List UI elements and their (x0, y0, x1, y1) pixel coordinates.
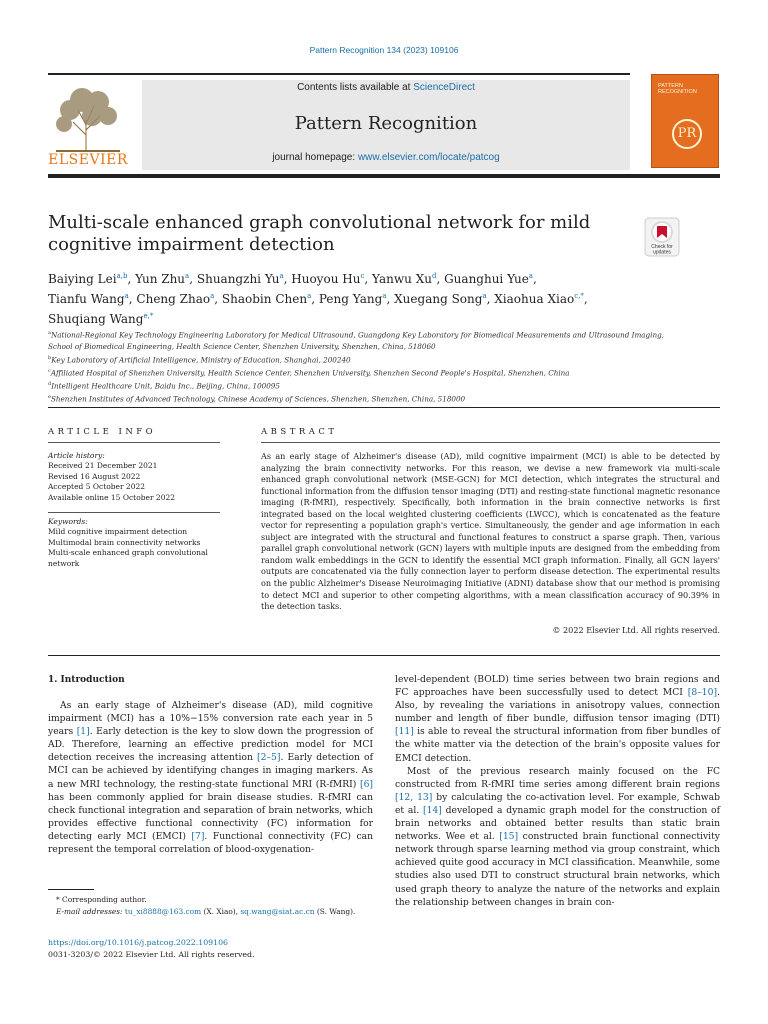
check-for-updates-icon[interactable] (644, 217, 680, 257)
journal-title: Pattern Recognition (294, 113, 478, 134)
contents-line (142, 82, 630, 93)
doi-link[interactable]: https://doi.org/10.1016/j.patcog.2022.109106 (48, 938, 229, 947)
intro-paragraph-1-continued (395, 673, 720, 765)
body-text: developed a dynamic graph model for the construction of brain networks and obtained better results than static brain networks. Wee et al. (395, 804, 720, 843)
affiliation-item (48, 328, 688, 353)
body-text: constructed brain functional connectivity network through sparse learning method via group constraint, which achieved quite good accuracy in MCI classification. Meanwhile, some studies also used DTI to construct structural brain networks, which used graph theory to analyze the nature of the networks and explain the relationship between changes in brain con- (395, 831, 720, 908)
citation-link[interactable]: [8–10] (687, 687, 718, 699)
author-affiliation-marker[interactable]: a (382, 292, 387, 300)
citation-link[interactable]: [15] (499, 831, 519, 843)
citation-link[interactable]: [7] (191, 830, 205, 842)
author-affiliation-marker[interactable]: a,b (116, 272, 128, 280)
author-list (48, 268, 688, 328)
author-separator: , (189, 272, 197, 286)
article-history (48, 451, 220, 503)
abstract-end-rule (48, 655, 720, 656)
citation-link[interactable]: [1] (76, 726, 90, 738)
history-accepted: Accepted 5 October 2022 (48, 482, 146, 492)
email-addresses-note (56, 906, 376, 918)
journal-cover-thumbnail[interactable] (651, 74, 719, 168)
history-received: Received 21 December 2021 (48, 461, 158, 471)
cover-emblem-icon: PR (672, 119, 702, 149)
affiliation-marker: d (48, 380, 52, 387)
keywords-rule (48, 512, 220, 513)
author-separator: , (436, 272, 445, 286)
email-label: E-mail addresses: (56, 906, 123, 916)
affiliation-item (48, 353, 688, 366)
keyword-item: Multi-scale enhanced graph convolutional network (48, 548, 208, 568)
citation-link[interactable]: [2–5] (256, 752, 281, 764)
author-name[interactable]: Baiying Lei (48, 272, 117, 286)
author-name[interactable]: Yanwu Xu (372, 272, 432, 286)
author-separator: , (386, 292, 395, 306)
article-info-rule (48, 442, 220, 443)
author-name[interactable]: Shuangzhi Yu (196, 272, 280, 286)
body-text: by calculating the co-activation level. For example, Schwab et al. (395, 791, 720, 816)
corresponding-author-text: Corresponding author. (62, 895, 147, 904)
body-text: level-dependent (BOLD) time series between two brain regions and FC approaches have been successfully used to detect MCI (395, 674, 720, 699)
keyword-item: Mild cognitive impairment detection (48, 527, 188, 537)
author-affiliation-marker[interactable]: a (124, 292, 129, 300)
author-name[interactable]: Xiaohua Xiao (494, 292, 575, 306)
paper-title: Multi-scale enhanced graph convolutional network for mild cognitive impairment detection (48, 212, 591, 255)
elsevier-wordmark: ELSEVIER (48, 152, 128, 168)
author-affiliation-marker[interactable]: c (360, 272, 365, 280)
author-separator: , (214, 292, 222, 306)
corresponding-author-note: * Corresponding author. (56, 895, 147, 904)
affiliations-rule (48, 407, 720, 408)
author-separator: , (583, 292, 588, 306)
author-name[interactable]: Huoyou Hu (291, 272, 361, 286)
citation-link[interactable]: [12, 13] (395, 791, 433, 803)
author-name[interactable]: Tianfu Wang (48, 292, 125, 306)
citation-link[interactable]: [6] (359, 778, 373, 790)
affiliation-text: Shenzhen Institutes of Advanced Technology, Chinese Academy of Sciences, Shenzhen, Shenzhen, China, 518000 (50, 394, 466, 404)
author-separator: , (311, 292, 319, 306)
citation-link[interactable]: [14] (423, 804, 442, 816)
abstract-copyright: © 2022 Elsevier Ltd. All rights reserved. (552, 625, 720, 635)
author-affiliation-marker[interactable]: a (307, 292, 312, 300)
abstract-rule (261, 442, 720, 443)
author-separator: , (127, 272, 136, 286)
body-text: is able to reveal the structural information from fiber bundles of the white matter via the detection of the brain's opposite values for EMCI detection. (395, 726, 720, 764)
citation-link[interactable]: [11] (395, 726, 414, 738)
author-affiliation-marker[interactable]: a (528, 272, 533, 280)
author-separator: , (486, 292, 495, 306)
author-name[interactable]: Xuegang Song (394, 292, 483, 306)
keywords-label: Keywords: (48, 517, 88, 526)
body-text: Most of the previous research mainly focused on the FC constructed from R-fMRI time series among different brain regions (395, 765, 720, 790)
homepage-prefix: journal homepage: (272, 152, 358, 163)
body-text: . Early detection of MCI can be achieved by identifying changes in imaging markers. As a new MRI technology, the resting-state functional MRI (R-fMRI) (48, 752, 373, 790)
email-name-xiao: (X. Xiao), (201, 906, 241, 916)
journal-homepage-link[interactable]: www.elsevier.com/locate/patcog (357, 152, 500, 163)
affiliation-item (48, 379, 688, 392)
sciencedirect-link[interactable]: ScienceDirect (413, 82, 475, 93)
journal-homepage-line (142, 152, 630, 163)
author-affiliation-marker[interactable]: d (431, 272, 437, 280)
cover-title: PATTERN RECOGNITION (658, 83, 697, 96)
author-name[interactable]: Shaobin Chen (221, 292, 308, 306)
affiliation-marker: b (48, 354, 52, 361)
issn-copyright: 0031-3203/© 2022 Elsevier Ltd. All rights reserved. (48, 950, 255, 959)
author-separator: , (128, 292, 137, 306)
email-name-wang: (S. Wang). (314, 906, 356, 916)
author-separator: , (364, 272, 372, 286)
history-revised: Revised 16 August 2022 (48, 471, 141, 481)
affiliation-item (48, 392, 688, 405)
email-link-xiao[interactable]: tu_xi8888@163.com (124, 906, 202, 916)
author-separator: , (283, 272, 292, 286)
check-updates-line2: updates (653, 249, 671, 256)
affiliation-text: Key Laboratory of Artificial Intelligence, Ministry of Education, Shanghai, 200240 (51, 355, 351, 365)
author-affiliation-marker[interactable]: a (210, 292, 215, 300)
affiliation-item (48, 366, 688, 379)
affiliation-text: Affiliated Hospital of Shenzhen University, Health Science Center, Shenzhen University, Shenzhen Second People's Hospital, Shenzhen, China (50, 368, 570, 378)
author-name[interactable]: Peng Yang (318, 292, 383, 306)
abstract-text: As an early stage of Alzheimer's disease (AD), mild cognitive impairment (MCI) is able to be detected by analyzing the brain connectivity networks. For this reason, we devise a new framework via multi-scale enhanced graph convolutional network (MSE-GCN) for MCI detection, which integrates the structural and functional information from the diffusion tensor imaging (DTI) and resting-state functional magnetic resonance imaging (R-fMRI), respectively. Specifically, both information in the brain connective networks is first integrated based on the local weighted clustering coefficients (LWCC), which is concatenated as the feature vector for representing a population graph's vertice. Simultaneously, the gender and age information in each subject are integrated with the structural and functional features to construct a sparse graph. Then, various parallel graph convolutional network (GCN) layers with multiple inputs are designed from the embedding from random walk embeddings in the GCN to identify the essential MCI graph information. Finally, all GCN layers' outputs are concatenated via the fully connection layer to perform disease detection. The experimental results on the public Alzheimer's Disease Neuroimaging Initiative (ADNI) database show that our method is promising to detect MCI and superior to other competing algorithms, with a mean classification accuracy of 90.39% in the detection tasks. (261, 451, 720, 612)
author-name[interactable]: Cheng Zhao (136, 292, 211, 306)
header-bottom-rule (48, 174, 720, 178)
affiliation-text: Intelligent Healthcare Unit, Baidu Inc., Beijing, China, 100095 (51, 381, 280, 391)
keywords (48, 517, 220, 569)
top-rule (48, 73, 630, 75)
affiliation-marker: a (48, 330, 51, 336)
body-text: As an early stage of Alzheimer's disease (AD), mild cognitive impairment (MCI) has a 10%−15% conversion rate each year in 5 years (48, 700, 373, 738)
affiliation-marker: e (48, 394, 51, 401)
author-affiliation-marker[interactable]: c,* (574, 292, 584, 300)
footnote-rule (48, 889, 94, 890)
email-link-wang[interactable]: sq.wang@siat.ac.cn (240, 906, 315, 916)
affiliation-text: National-Regional Key Technology Engineering Laboratory for Medical Ultrasound, Guangdong Key Laboratory for Biomedical Measurements and Ultrasound Imaging, School of Biomedical Engineering, Health Science Center, Shenzhen University, Shenzhen, China, 518060 (48, 330, 664, 352)
body-text: . Early detection is the key to slow down the progression of AD. Therefore, learning an effective prediction model for MCI detection receives the increasing attention (48, 726, 373, 764)
article-info-heading: ARTICLE INFO (48, 427, 157, 437)
body-column-left (48, 699, 373, 856)
intro-paragraph-2 (395, 765, 720, 909)
history-label: Article history: (48, 451, 105, 460)
affiliation-marker: c (48, 367, 51, 374)
history-online: Available online 15 October 2022 (48, 492, 176, 502)
body-text: has been commonly applied for brain disease studies. R-fMRI can check functional integration and separation of brain networks, which provides effective functional connectivity (FC) information for detecting early MCI (EMCI) (48, 791, 373, 842)
intro-paragraph-1 (48, 699, 373, 856)
author-affiliation-marker[interactable]: a (185, 272, 190, 280)
keyword-item: Multimodal brain connectivity networks (48, 537, 201, 547)
section-heading-introduction: 1. Introduction (48, 675, 125, 685)
body-text: . Functional connectivity (FC) can represent the temporal correlation of blood-oxygenation- (48, 830, 373, 856)
author-affiliation-marker[interactable]: e,* (143, 312, 154, 320)
affiliations (48, 328, 688, 405)
check-updates-line1: Check for (651, 244, 673, 250)
author-name[interactable]: Yun Zhu (135, 272, 186, 286)
author-affiliation-marker[interactable]: a (279, 272, 284, 280)
abstract-heading: ABSTRACT (261, 427, 338, 437)
journal-reference[interactable]: Pattern Recognition 134 (2023) 109106 (309, 45, 459, 55)
author-separator: , (532, 272, 537, 286)
footnotes (56, 894, 376, 918)
author-name[interactable]: Shuqiang Wang (48, 312, 144, 326)
body-column-right (395, 673, 720, 909)
contents-prefix: Contents lists available at (297, 82, 414, 93)
author-name[interactable]: Guanghui Yue (444, 272, 529, 286)
body-text: . Also, by revealing the variations in anisotropy values, connection number and length of fiber bundle, diffusion tensor imaging (DTI) (395, 687, 720, 725)
author-affiliation-marker[interactable]: a (482, 292, 487, 300)
